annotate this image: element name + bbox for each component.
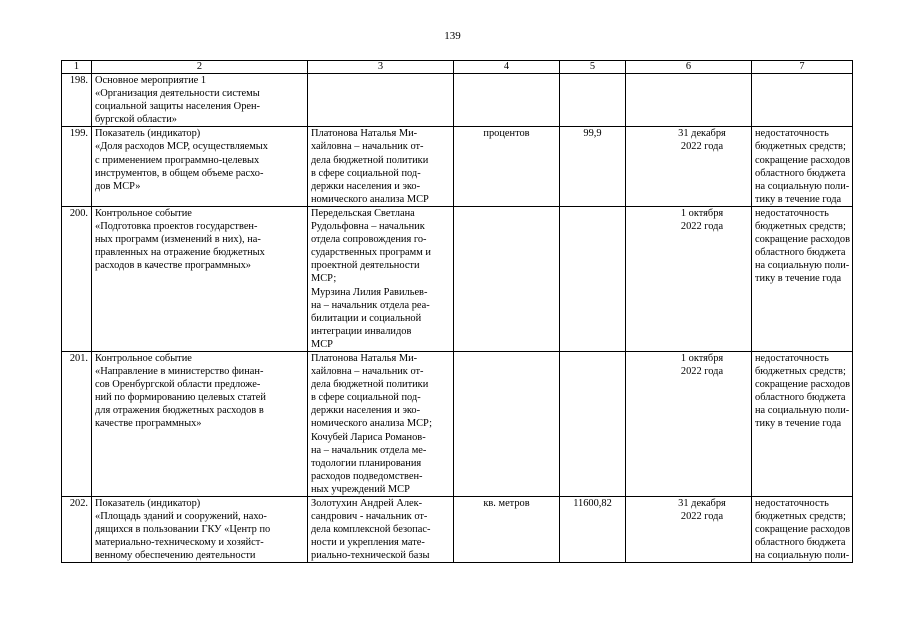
responsible-person (308, 127, 454, 207)
row-number: 198. (62, 74, 92, 127)
responsible-person (308, 497, 454, 563)
desc-line: дов МСР» (95, 180, 141, 192)
date-line: 2022 года (680, 221, 724, 233)
resp-line: на – начальник отдела ме- (311, 444, 427, 456)
date-line: 1 октября (680, 352, 724, 364)
row-number: 200. (62, 206, 92, 351)
risk-line: тику в течение года (755, 273, 842, 285)
desc-line: Показатель (индикатор) (95, 128, 201, 140)
resp-line: Золотухин Андрей Алек- (311, 498, 423, 509)
desc-line: Контрольное событие (95, 207, 192, 219)
event-description (92, 206, 308, 351)
risk-line: тику в течение года (755, 193, 842, 205)
resp-line: риально-технической базы (311, 550, 430, 562)
resp-line: держки населения и эко- (311, 405, 421, 417)
responsible-person (308, 351, 454, 496)
date-line: 1 октября (680, 207, 724, 219)
date-line: 2022 года (680, 366, 724, 378)
resp-line: Кочубей Лариса Романов- (311, 431, 426, 443)
event-description (92, 127, 308, 207)
desc-line: «Организация деятельности системы (95, 88, 260, 100)
responsible-person (308, 74, 454, 127)
unit-of-measure: процентов (454, 127, 560, 207)
resp-line: интеграции инвалидов (311, 325, 412, 337)
table-row (62, 74, 853, 127)
desc-line: материально-техническому и хозяйст- (95, 537, 264, 549)
resp-line: номического анализа МСР; (311, 418, 433, 430)
desc-line: Показатель (индикатор) (95, 498, 201, 509)
row-number: 201. (62, 351, 92, 496)
risk-line: сокращение расходов (755, 524, 850, 536)
desc-line: социальной защиты населения Орен- (95, 101, 261, 113)
risk-line: бюджетных средств; (755, 141, 846, 153)
responsible-person (308, 206, 454, 351)
risk-line: сокращение расходов (755, 154, 850, 166)
resp-line: тодологии планирования (311, 457, 422, 469)
resp-line: Платонова Наталья Ми- (311, 128, 418, 140)
target-value (560, 351, 626, 496)
plan-table (61, 60, 853, 563)
event-description (92, 74, 308, 127)
resp-line: МСР (311, 338, 333, 350)
table-row (62, 127, 853, 207)
row-number: 199. (62, 127, 92, 207)
desc-line: Контрольное событие (95, 352, 192, 364)
risk-line: бюджетных средств; (755, 366, 846, 378)
risk-line: сокращение расходов (755, 234, 850, 246)
risk-line: на социальную поли- (755, 260, 850, 272)
resp-line: хайловна – начальник от- (311, 366, 424, 378)
target-value (560, 206, 626, 351)
resp-line: отдела сопровождения го- (311, 234, 427, 246)
table-row (62, 497, 853, 563)
resp-line: дела бюджетной политики (311, 154, 429, 166)
unit-of-measure (454, 74, 560, 127)
event-description (92, 351, 308, 496)
desc-line: «Площадь зданий и сооружений, нахо- (95, 511, 267, 523)
deadline-date (626, 351, 752, 496)
deadline-date (626, 497, 752, 563)
risk-line: недостаточность (755, 498, 829, 509)
desc-line: сов Оренбургской области предложе- (95, 379, 261, 391)
risk-line: бюджетных средств; (755, 511, 846, 523)
desc-line: качестве программных» (95, 418, 202, 430)
desc-line: инструментов, в общем объеме расхо- (95, 167, 264, 179)
column-header: 3 (308, 61, 454, 74)
resp-line: сандрович - начальник от- (311, 511, 428, 523)
desc-line: дящихся в пользовании ГКУ «Центр по (95, 524, 271, 536)
resp-line: держки населения и эко- (311, 180, 421, 192)
risk-description (752, 497, 853, 563)
desc-line: правленных на отражение бюджетных (95, 247, 265, 259)
desc-line: венному обеспечению деятельности (95, 550, 256, 562)
unit-of-measure: кв. метров (454, 497, 560, 563)
column-header: 4 (454, 61, 560, 74)
date-line: 2022 года (680, 511, 724, 523)
risk-line: тику в течение года (755, 418, 842, 430)
resp-line: билитации и социальной (311, 312, 422, 324)
resp-line: расходов подведомствен- (311, 470, 423, 482)
resp-line: номического анализа МСР (311, 193, 429, 205)
desc-line: с применением программно-целевых (95, 154, 260, 166)
resp-line: на – начальник отдела реа- (311, 299, 430, 311)
deadline-date (626, 74, 752, 127)
resp-line: в сфере социальной под- (311, 167, 421, 179)
resp-line: дела бюджетной политики (311, 379, 429, 391)
resp-line: Рудольфовна – начальник (311, 221, 425, 233)
risk-line: на социальную поли- (755, 550, 850, 562)
resp-line: Платонова Наталья Ми- (311, 352, 418, 364)
desc-line: «Направление в министерство финан- (95, 366, 264, 378)
unit-of-measure (454, 351, 560, 496)
column-header: 6 (626, 61, 752, 74)
target-value: 99,9 (560, 127, 626, 207)
resp-line: сударственных программ и (311, 247, 431, 259)
risk-line: бюджетных средств; (755, 221, 846, 233)
risk-line: областного бюджета (755, 247, 846, 259)
resp-line: ности и укрепления мате- (311, 537, 425, 549)
resp-line: хайловна – начальник от- (311, 141, 424, 153)
page-number: 139 (444, 30, 461, 42)
risk-description (752, 206, 853, 351)
risk-line: областного бюджета (755, 537, 846, 549)
risk-line: областного бюджета (755, 167, 846, 179)
date-line: 31 декабря (678, 498, 726, 509)
target-value (560, 74, 626, 127)
risk-line: недостаточность (755, 128, 829, 140)
target-value: 11600,82 (560, 497, 626, 563)
risk-description (752, 127, 853, 207)
desc-line: ний по формированию целевых статей (95, 392, 266, 404)
column-header: 5 (560, 61, 626, 74)
resp-line: МСР; (311, 273, 337, 285)
risk-line: недостаточность (755, 352, 829, 364)
table-row (62, 206, 853, 351)
desc-line: бургской области» (95, 114, 177, 126)
table-row (62, 351, 853, 496)
deadline-date (626, 206, 752, 351)
risk-line: недостаточность (755, 207, 829, 219)
risk-description (752, 74, 853, 127)
date-line: 31 декабря (678, 128, 726, 140)
column-header: 1 (62, 61, 92, 74)
desc-line: «Доля расходов МСР, осуществляемых (95, 141, 268, 153)
date-line: 2022 года (680, 141, 724, 153)
unit-of-measure (454, 206, 560, 351)
resp-line: ных учреждений МСР (311, 483, 410, 495)
resp-line: Передельская Светлана (311, 207, 415, 219)
resp-line: в сфере социальной под- (311, 392, 421, 404)
risk-description (752, 351, 853, 496)
resp-line: проектной деятельности (311, 260, 420, 272)
deadline-date (626, 127, 752, 207)
column-header: 7 (752, 61, 853, 74)
resp-line: дела комплексной безопас- (311, 524, 431, 536)
risk-line: на социальную поли- (755, 180, 850, 192)
header-row (62, 61, 853, 74)
desc-line: Основное мероприятие 1 (95, 75, 207, 86)
desc-line: расходов в качестве программных» (95, 260, 251, 272)
desc-line: для отражения бюджетных расходов в (95, 405, 264, 417)
event-description (92, 497, 308, 563)
desc-line: ных программ (изменений в них), на- (95, 234, 261, 246)
risk-line: областного бюджета (755, 392, 846, 404)
resp-line: Мурзина Лилия Равильев- (311, 286, 428, 298)
column-header: 2 (92, 61, 308, 74)
row-number: 202. (62, 497, 92, 563)
risk-line: на социальную поли- (755, 405, 850, 417)
desc-line: «Подготовка проектов государствен- (95, 221, 258, 233)
table-body (62, 74, 853, 563)
risk-line: сокращение расходов (755, 379, 850, 391)
